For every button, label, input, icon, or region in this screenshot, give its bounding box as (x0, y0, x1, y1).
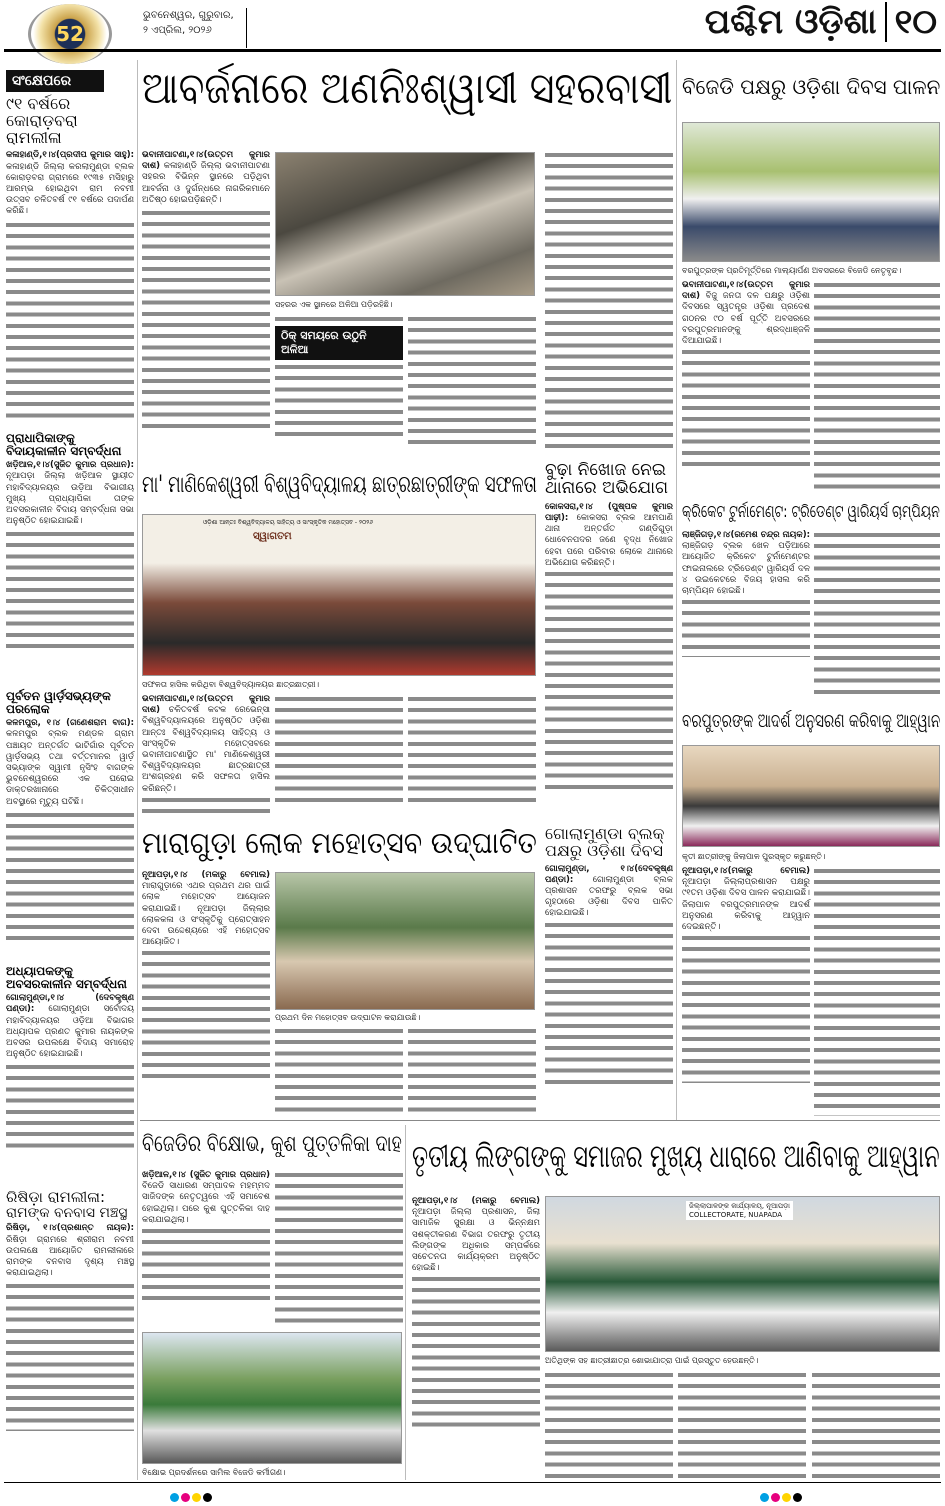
dateline: ଭବାନୀପାଟଣା,୧।୪(ଉତ୍ତମ କୁମାର ଦାଶ) (142, 150, 270, 172)
lead-body (142, 150, 270, 428)
dateline: ଗୋଲାମୁଣ୍ଡା, ୧।୪(ଦେବକୃଷ୍ଣ ପଣ୍ଡା): (545, 863, 673, 885)
footer-rule (4, 1482, 941, 1483)
brief-5 (6, 1190, 134, 1431)
text-lines (275, 314, 403, 324)
banner-welcome: ସ୍ୱାଗତମ (253, 531, 292, 542)
brief-2 (6, 432, 134, 649)
thirdgender-headline: ତୃତୀୟ ଲିଙ୍ଗଙ୍କୁ ସମାଜର ମୁଖ୍ୟ ଧାରାରେ ଆଣିବାକୁ ଆହ୍ୱାନ (412, 1137, 940, 1175)
text-lines (275, 1026, 403, 1116)
cricket-body (682, 530, 810, 657)
barputra-headline: ବରପୁତ୍ରଙ୍କ ଆଦର୍ଶ ଅନୁସରଣ କରିବାକୁ ଆହ୍ୱାନ (682, 710, 941, 732)
text-lines (408, 1026, 536, 1116)
text-lines (142, 795, 270, 815)
maraguda-headline: ମାରାଗୁଡ଼ା ଲୋକ ମହୋତ୍ସବ ଉଦ୍‌ଘାଟିତ (142, 826, 537, 861)
article-text: ନୂଆପଡ଼ା ଜିଲ୍ଲା ପ୍ରଶାସନ, ଜିଲା ସାମାଜିକ ସୁରକ୍ଷା ଓ ଭିନ୍ନକ୍ଷମ ସଶକ୍ତୀକରଣ ବିଭାଗ ତରଫରୁ ତୃତୀୟ ଲିଙ୍ଗଙ୍କ ଅଧିକାର ସମ୍ପର୍କରେ ସଚେତନତା କାର୍ଯ୍ୟକ୍ରମ ଅନୁଷ୍ଠିତ ହୋଇଛି। (412, 1207, 540, 1274)
dateline: କଳାହାଣ୍ଡି,୧।୪(ପ୍ରଦୀପ କୁମାର ସାହୁ): (6, 150, 134, 161)
university-headline: ମା' ମାଣିକେଶ୍ୱରୀ ବିଶ୍ୱବିଦ୍ୟାଳୟ ଛାତ୍ରଛାତ୍ରୀଙ୍କ ସଫଳତା (142, 470, 537, 498)
dateline: ଗୋଲାମୁଣ୍ଡା,୧।୪ (ଦେବକୃଷ୍ଣ ପଣ୍ଡା): (6, 993, 134, 1015)
bjd-day-headline: ବିଜେଡି ପକ୍ଷରୁ ଓଡ଼ିଶା ଦିବସ ପାଳନ (682, 75, 941, 99)
photo-caption: ପ୍ରଥମ ଦିନ ମହୋତ୍ସବ ଉଦ୍‌ଘାଟନ କରାଯାଉଛି। (275, 1013, 421, 1022)
article-text: କଳାହାଣ୍ଡି ଜିଲ୍ଲା ଭବାନୀପାଟଣା ସହରର ବିଭିନ୍ନ ସ୍ଥାନରେ ପଡ଼ିଥିବା ଆବର୍ଜନା ଓ ଦୁର୍ଗନ୍ଧରେ ନାଗରିକମାନେ ଅତିଷ୍ଠ ହୋଇପଡ଼ିଛନ୍ତି। (142, 161, 270, 205)
brief-text: ରିଷିଡ଼ା ଗ୍ରାମରେ ଶ୍ରୀରାମ ନବମୀ ଉପଲକ୍ଷେ ଆୟୋଜିତ ରାମଲୀଳାରେ ରାମଙ୍କ ବନବାସ ଦୃଶ୍ୟ ମଞ୍ଚସ୍ଥ କରାଯାଇଥିଲା। (6, 1234, 134, 1279)
briefs-label: ସଂକ୍ଷେପରେ (6, 70, 104, 92)
photo-caption: ବରପୁତ୍ରଙ୍କ ପ୍ରତିମୂର୍ତ୍ତିରେ ମାଲ୍ୟାର୍ପଣ ଅବସରରେ ବିଜେଡି ନେତୃବୃନ୍ଦ। (682, 266, 902, 275)
article-text: କୋକସରା ବ୍ଲକ ଆମପାଣି ଥାନା ଅନ୍ତର୍ଗତ ଗଣ୍ଡିଗୁଡ଼ା ଧୋବେନପଦର ଜଣେ ବୃଦ୍ଧ ନିଖୋଜ ହେବା ପରେ ପରିବାର ଲୋକେ ଥାନାରେ ଅଭିଯୋଗ କରିଛନ୍ତି। (545, 512, 674, 568)
text-lines (412, 1274, 540, 1434)
text-lines (682, 347, 810, 467)
banner-text: ଓଡ଼ିଶା ଆନ୍ତଃ ବିଶ୍ୱବିଦ୍ୟାଳୟ ସାହିତ୍ୟ ଓ ସାଂସ୍କୃତିକ ମହୋତ୍ସବ - ୨୦୨୬ (203, 519, 374, 526)
text-lines (408, 314, 536, 449)
barputra-body (682, 866, 810, 1083)
sign-text-en: COLLECTORATE, NUAPADA (689, 1211, 783, 1219)
lead-headline: ଆବର୍ଜନାରେ ଅଣନିଃଶ୍ୱାସୀ ସହରବାସୀ (142, 63, 673, 114)
column-rule (676, 60, 677, 1120)
brief-title: ୯୧ ବର୍ଷରେ କୋରାଡ଼ବରା ରାମଲୀଳା (6, 94, 78, 147)
text-lines (678, 1370, 806, 1480)
photo-caption: ଅତିଥିଙ୍କ ସହ ଛାତ୍ରୀଛାତ୍ର ଶୋଭାଯାତ୍ରା ପାଇଁ ପ୍ରସ୍ତୁତ ହେଉଛନ୍ତି। (545, 1356, 759, 1365)
brief-text: ନୂଆପଡ଼ା ଜିଲ୍ଲା ଖଡ଼ିଆଳ ସ୍ଥାୟୀତ ମହାବିଦ୍ୟାଳୟର ଉଡ଼ିଆ ବିଭାଗୀୟ ମୁଖ୍ୟ ପ୍ରାଧ୍ୟାପିକା ତାଙ୍କ ଅବସରକାଳୀନ ବିଦାୟ ସମ୍ବର୍ଦ୍ଧନା ସଭା ଅନୁଷ୍ଠିତ ହୋଇଯାଇଛି। (6, 471, 134, 527)
thirdgender-photo (545, 1196, 940, 1352)
barputra-photo (682, 745, 940, 847)
text-lines (545, 920, 673, 1090)
masthead (705, 2, 937, 42)
date-line: ଭୁବନେଶ୍ୱର, ଗୁରୁବାର, (143, 10, 234, 21)
article-text: ଗୋଲାମୁଣ୍ଡା ବ୍ଲକ ପ୍ରଶାସନ ତରଫରୁ ବ୍ଲକ ସଭା ଗୃହଠାରେ ଓଡ଼ିଶା ଦିବସ ପାଳିତ ହୋଇଯାଇଛି। (545, 874, 673, 919)
dateline: ଖଡ଼ିଆଳ,୧।୪ (ସୁଜିତ କୁମାର ପ୍ରଧାନ) (142, 1170, 270, 1180)
brief-title: ରିଷିଡ଼ା ରାମଲୀଳା: (6, 1188, 105, 1206)
brief-title: ପୂର୍ବତନ ୱାର୍ଡ଼ସଭ୍ୟଙ୍କ ପରଲୋକ (6, 689, 111, 716)
text-lines (142, 1226, 270, 1306)
collectorate-sign (686, 1201, 793, 1220)
protest-headline: ବିଜେଡିର ବିକ୍ଷୋଭ, କୁଶ ପୁତ୍ତଳିକା ଦାହ (142, 1131, 402, 1157)
bjd-day-photo (682, 122, 940, 262)
lead-body-2 (275, 314, 403, 442)
dateline: ଖଡ଼ିଆଳ,୧।୪(ସୁଜିତ କୁମାର ପ୍ରଧାନ): (6, 460, 134, 471)
text-lines (142, 208, 270, 428)
text-lines (142, 948, 270, 1078)
festival-photo (275, 872, 535, 1010)
text-lines (545, 150, 673, 450)
text-lines (682, 933, 810, 1083)
text-lines (814, 866, 940, 1116)
brief-4 (6, 965, 134, 1152)
text-lines (814, 280, 940, 490)
brief-title: ଅଧ୍ୟାପକଙ୍କୁ ଅବସରକାଳୀନ ସମ୍ବର୍ଦ୍ଧନା (6, 964, 127, 991)
missing-headline: ବୁଢ଼ା ନିଖୋଜ ନେଇ ଥାନାରେ ଅଭିଯୋଗ (545, 460, 669, 498)
text-lines (275, 694, 403, 809)
thirdgender-body (412, 1196, 540, 1434)
section-title: ପଶ୍ଚିମ ଓଡ଼ିଶା (704, 2, 877, 42)
dateline: ନୂଆପଡ଼ା,୧।୪(ମକାରୁ ବେମାଲ) (682, 866, 810, 876)
page-number: ୧୦ (894, 2, 937, 42)
photo-caption: କୃତୀ ଛାତ୍ରୀଙ୍କୁ ଜିଲାପାଳ ପୁରସ୍କୃତ କରୁଛନ୍ତି। (682, 852, 826, 861)
brief-subtitle: ରାମଙ୍କ ବନବାସ ମଞ୍ଚସ୍ଥ (6, 1204, 128, 1221)
garbage-photo (275, 152, 535, 296)
bjd-day-body (682, 280, 810, 467)
photo-caption: ସହରର ଏକ ସ୍ଥାନରେ ଅଳିଆ ପଡ଼ିରହିଛି। (275, 300, 393, 309)
photo-caption: ସଫଳତା ହାସିଲ କରିଥିବା ବିଶ୍ୱବିଦ୍ୟାଳୟର ଛାତ୍ରଛାତ୍ରୀ। (142, 680, 320, 689)
dateline: କୋକସରା,୧।୪ (ପୁଷ୍ପକ କୁମାର ପାଢ଼ୀ): (545, 501, 673, 523)
text-lines (6, 220, 134, 420)
text-lines (275, 362, 403, 442)
text-lines (6, 1281, 134, 1431)
text-lines (408, 694, 536, 809)
text-lines (812, 1370, 940, 1480)
brief-title: ପ୍ରାଧାପିକାଙ୍କୁ ବିଦାୟକାଳୀନ ସମ୍ବର୍ଦ୍ଧନା (6, 431, 122, 458)
divider (885, 2, 887, 42)
lead-subhead: ଠିକ୍ ସମୟରେ ଉଠୁନି ଅଳିଆ (275, 326, 403, 360)
article-text: ବିଜେଡି ସାଧାରଣ ସମ୍ପାଦକ ମହମ୍ମଦ ସାଜିଦଙ୍କ ନେତୃତ୍ୱରେ ଏହି ସମାବେଶ ହୋଇଥିଲା। ପରେ କୁଶ ପୁତ୍ତଳିକା ଦାହ କରାଯାଇଥିଲା। (142, 1181, 270, 1225)
text-lines (545, 1370, 673, 1480)
dateline: ଭବାନୀପାଟଣା,୧।୪(ଉତ୍ତମ କୁମାର ଦାଶ) (142, 694, 270, 716)
text-lines (6, 810, 134, 940)
issue-date (143, 8, 234, 38)
dateline: ନୂଆପଡ଼ା,୧।୪ (ମକାରୁ ବେମାଲ) (142, 870, 270, 880)
dateline: କଳମପୁର, ୧।୪ (ଗଣେଶରାମ ବାଗ): (6, 718, 134, 729)
text-lines (275, 1170, 403, 1325)
newspaper-logo (28, 4, 112, 64)
text-lines (545, 569, 673, 789)
university-photo (142, 514, 536, 676)
dateline: ରିଷିଡ଼ା, ୧।୪(ପ୍ରଶାନ୍ତ ନାୟକ): (6, 1223, 134, 1234)
sign-text: ଜିଲ୍ଲାପାଳଙ୍କ କାର୍ଯ୍ୟାଳୟ, ନୂଆପଡ଼ା (689, 1202, 790, 1210)
article-text: ଚଳିତବର୍ଷ କଟକ ରେଭେନ୍ସା ବିଶ୍ୱବିଦ୍ୟାଳୟରେ ଅନୁଷ୍ଠିତ ଓଡ଼ିଶା ଆନ୍ତଃ ବିଶ୍ୱବିଦ୍ୟାଳୟ ସାହିତ୍ୟ ଓ ସାଂସ୍କୃତିକ ମହୋତ୍ସବରେ ଭବାନୀପାଟଣାସ୍ଥିତ ମା' ମାଣିକେଶ୍ୱରୀ ବିଶ୍ୱବିଦ୍ୟାଳୟର ଛାତ୍ରଛାତ୍ରୀ ଅଂଶଗ୍ରହଣ କରି ସଫଳତା ହାସିଲ କରିଛନ୍ତି। (142, 705, 270, 794)
article-text: ଲାଞ୍ଜିଗଡ଼ ବ୍ଲକ ଖେଳ ପଡ଼ିଆରେ ଆୟୋଜିତ କ୍ରିକେଟ ଟୁର୍ନାମେଣ୍ଟର ଫାଇନାଲରେ ଟ୍ରିଡେଣ୍ଟ ୱାରିୟର୍ସ ଦଳ ୪ ଉଇକେଟରେ ବିଜୟ ହାସଲ କରି ଚାମ୍ପିୟନ ହୋଇଛି। (682, 541, 810, 597)
brief-text: କଳମପୁର ବ୍ଲକ ମଣ୍ଡଳ ଗ୍ରାମ ପଞ୍ଚାୟତ ଅନ୍ତର୍ଗତ ଭାଟିଗାଁର ପୂର୍ବତନ ୱାର୍ଡ଼ସଭ୍ୟ ତଥା ବର୍ତ୍ତମାନର ୱାର୍ଡ଼ ସଭ୍ୟାଙ୍କ ସ୍ୱାମୀ ନୃସିଂହ ବାଗଙ୍କ ଭୁବନେଶ୍ୱରରେ ଏକ ଘରୋଇ ଡାକ୍ତରଖାନାରେ ଚିକିତ୍ସାଧୀନ ଅବସ୍ଥାରେ ମୃତ୍ୟୁ ଘଟିଛି। (6, 729, 134, 807)
text-lines (814, 530, 940, 700)
protest-photo (142, 1332, 402, 1464)
article-text: ବିଜୁ ଜନତା ଦଳ ପକ୍ଷରୁ ଓଡ଼ିଶା ଦିବସରେ ସ୍ୱତନ୍ତ୍ର ଓଡ଼ିଶା ପ୍ରଦେଶ ଗଠନର ୯୦ ବର୍ଷ ପୂର୍ତ୍ତି ଅବସରରେ ବରପୁତ୍ରମାନଙ୍କୁ ଶ୍ରଦ୍ଧାଞ୍ଜଳି ଦିଆଯାଇଛି। (682, 291, 811, 347)
maraguda-body (142, 870, 270, 1078)
photo-caption: ବିକ୍ଷୋଭ ପ୍ରଦର୍ଶନରେ ସାମିଲ ବିଜେଡି କର୍ମୀଗଣ। (142, 1468, 286, 1477)
section-rule (140, 1120, 940, 1121)
brief-1 (6, 96, 134, 420)
golamunda-headline: ଗୋଲାମୁଣ୍ଡା ବ୍ଲକ୍ ପକ୍ଷରୁ ଓଡ଼ିଶା ଦିବସ (545, 824, 665, 860)
dateline: ନୂଆପଡ଼ା,୧।୪ (ମକାରୁ ବେମାଲ) (412, 1196, 540, 1206)
brief-text: କଳାହାଣ୍ଡି ଜିଲ୍ଲା କରଲାମୁଣ୍ଡା ବ୍ଲକ କୋରାଡ଼ବରା ଗ୍ରାମରେ ୧୯୩୫ ମସିହାରୁ ଆରମ୍ଭ ହୋଇଥିବା ରାମ ନବମୀ ଉତ୍ସବ ଚଳିତବର୍ଷ ୯୧ ବର୍ଷରେ ପଦାର୍ପଣ କରିଛି। (6, 161, 134, 217)
protest-body (142, 1170, 270, 1306)
dateline: ଭବାନୀପାଟଣା,୧।୪(ଉତ୍ତମ କୁମାର ଦାଶ) (682, 280, 810, 302)
brief-3 (6, 690, 134, 940)
text-lines (682, 597, 810, 657)
registration-marks (760, 1487, 804, 1506)
column-rule (137, 60, 138, 1480)
dateline: ଲାଞ୍ଜିଗଡ଼,୧।୪(ରମେଶ ଚନ୍ଦ୍ର ନାୟକ): (682, 530, 810, 540)
logo-number: 52 (56, 22, 84, 46)
brief-text: ଗୋଲାମୁଣ୍ଡା ସର୍ବୋଦୟ ମହାବିଦ୍ୟାଳୟର ଓଡ଼ିଆ ବିଭାଗର ଅଧ୍ୟାପକ ପ୍ରଣତ କୁମାର ନାୟକଙ୍କ ଅବସର ଉପଲକ୍ଷେ ବିଦାୟ ସମାରୋହ ଅନୁଷ୍ଠିତ ହୋଇଯାଇଛି। (6, 1004, 134, 1060)
golamunda-story (545, 826, 673, 1090)
missing-story (545, 462, 673, 789)
text-lines (6, 529, 134, 649)
article-text: ମାରାଗୁଡ଼ାରେ ଏଥର ପ୍ରଥମ ଥର ପାଇଁ ଲୋକ ମହୋତ୍ସବ ଆୟୋଜନ କରାଯାଇଛି। ନୂଆପଡ଼ା ଜିଲ୍ଲାର ଲୋକକଳା ଓ ସଂସ୍କୃତିକୁ ପ୍ରୋତ୍ସାହନ ଦେବା ଉଦ୍ଦେଶ୍ୟରେ ଏହି ମହୋତ୍ସବ ଆୟୋଜିତ। (142, 881, 270, 948)
column-rule (405, 1125, 406, 1480)
date-line: ୨ ଏପ୍ରିଲ, ୨୦୨୬ (143, 25, 212, 36)
registration-marks (170, 1487, 214, 1506)
text-lines (6, 1062, 134, 1152)
article-text: ନୂଆପଡ଼ା ଜିଲ୍ଲାପ୍ରଶାସନ ପକ୍ଷରୁ ୯୧ତମ ଓଡ଼ିଶା ଦିବସ ପାଳନ କରାଯାଇଛି। ଜିଲାପାଳ ବରପୁତ୍ରମାନଙ୍କ ଆଦର୍ଶ ଅନୁସରଣ କରିବାକୁ ଆହ୍ୱାନ ଦେଇଛନ୍ତି। (682, 877, 810, 933)
cricket-headline: କ୍ରିକେଟ ଟୁର୍ନାମେଣ୍ଟ: ଟ୍ରିଡେଣ୍ଟ ୱାରିୟର୍ସ ଚାମ୍ପିୟନ (682, 502, 940, 522)
university-body (142, 694, 270, 815)
header-rule (4, 49, 941, 52)
divider (246, 8, 247, 48)
